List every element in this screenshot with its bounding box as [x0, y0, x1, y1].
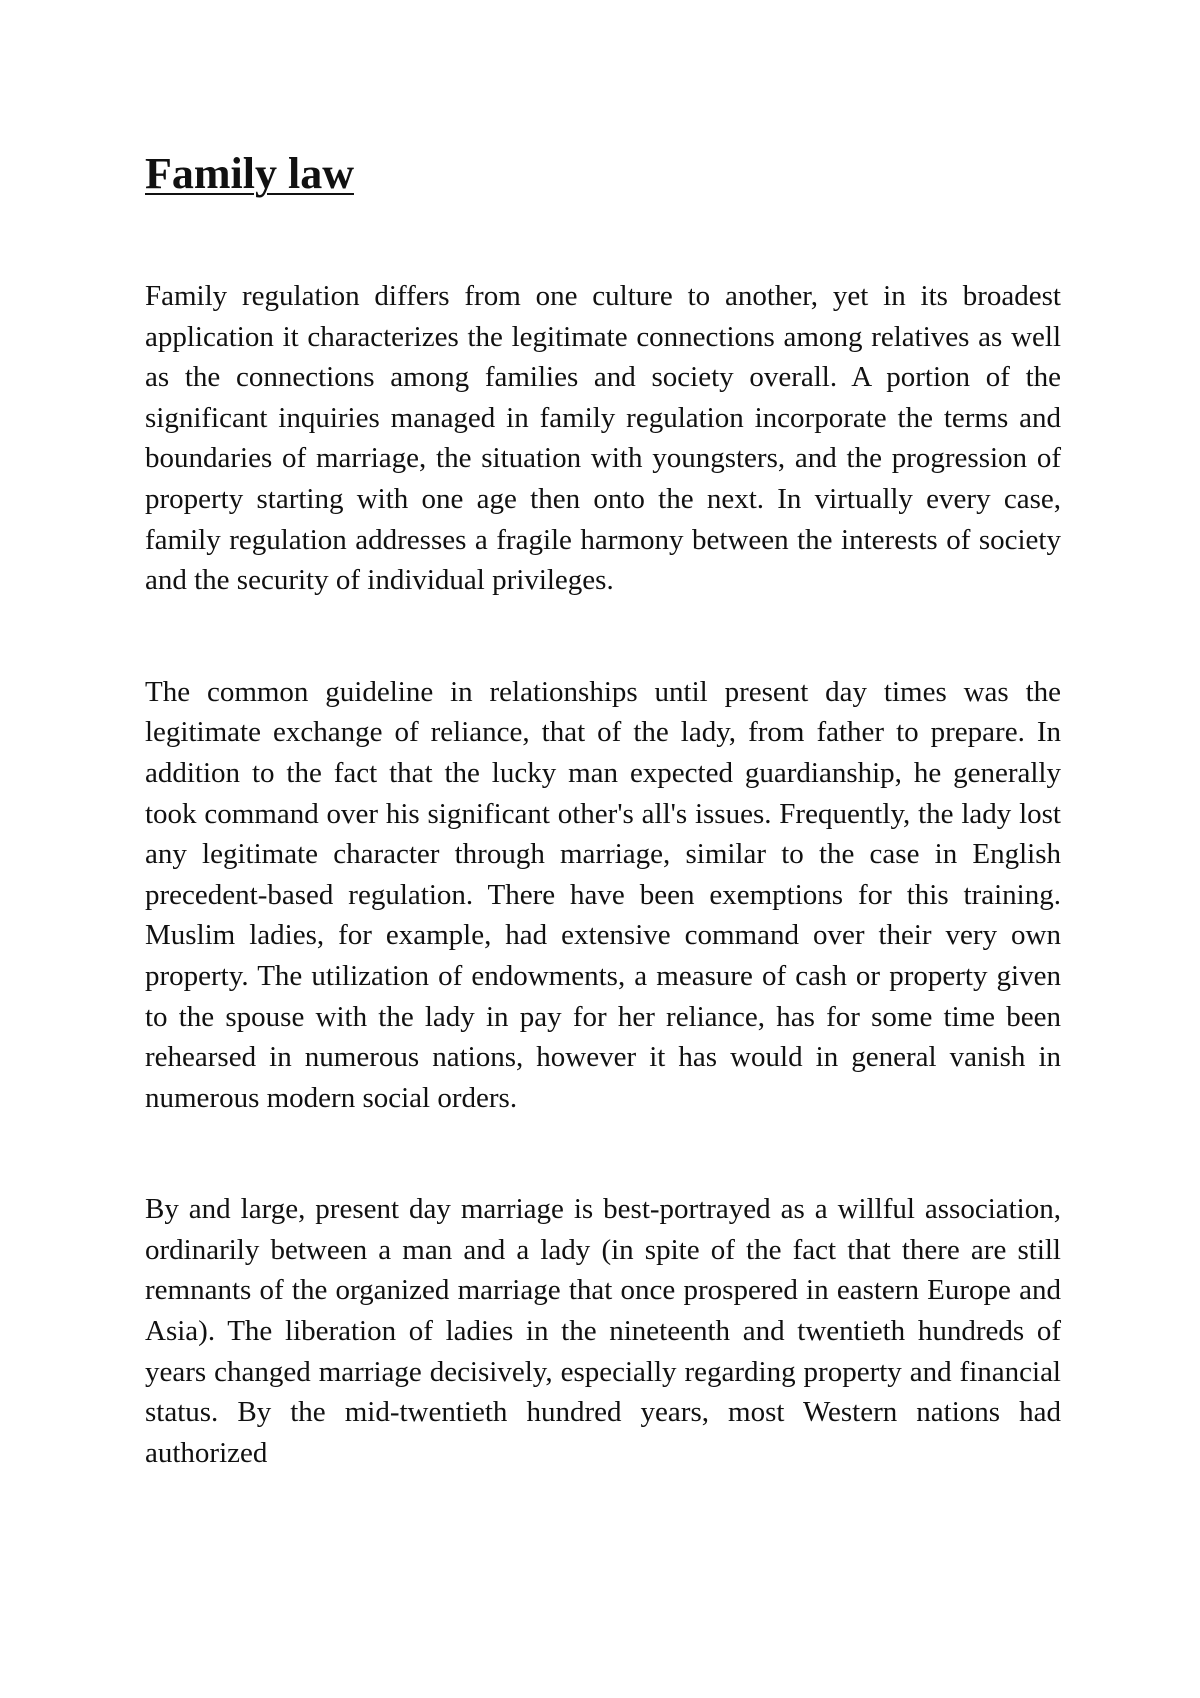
- paragraph-2: The common guideline in relationships until present day times was the legitimate exchange of reliance, that of the lady, from father to prepare. In addition to the fact that the lucky man expected guardianship, he generally took command over his significant other's all's issues. Frequently, the lady lost any legitimate character through marriage, similar to the case in English precedent-based regulation. There have been exemptions for this training. Muslim ladies, for example, had extensive command over their very own property. The utilization of endowments, a measure of cash or property given to the spouse with the lady in pay for her reliance, has for some time been rehearsed in numerous nations, however it has would in general vanish in numerous modern social orders.: [145, 675, 1061, 1114]
- page-title: Family law: [145, 149, 354, 198]
- paragraph-3: By and large, present day marriage is best-portrayed as a willful association, ordinarily between a man and a lady (in spite of the fact that there are still remnants of the organized marriage that once prospered in eastern Europe and Asia). The liberation of ladies in the nineteenth and twentieth hundreds of years changed marriage decisively, especially regarding property and financial status. By the mid-twentieth hundred years, most Western nations had authorized: [145, 1193, 1061, 1469]
- paragraph-1: Family regulation differs from one culture to another, yet in its broadest application it characterizes the legitimate connections among relatives as well as the connections among families and society overall. A portion of the significant inquiries managed in family regulation incorporate the terms and boundaries of marriage, the situation with youngsters, and the progression of property starting with one age then onto the next. In virtually every case, family regulation addresses a fragile harmony between the interests of society and the security of individual privileges.: [145, 280, 1061, 597]
- document-body: [145, 148, 1061, 1473]
